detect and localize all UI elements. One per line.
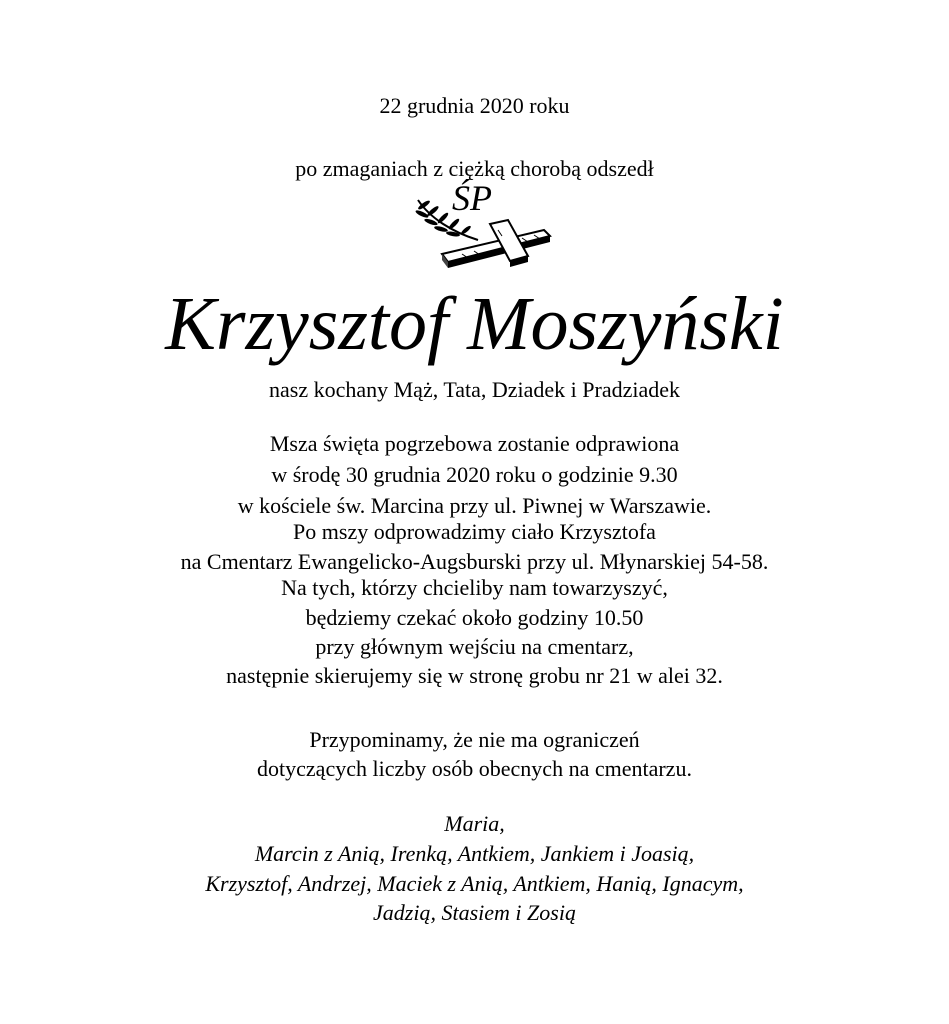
mass-line: będziemy czekać około godziny 10.50	[305, 605, 644, 630]
mass-line: Msza święta pogrzebowa zostanie odprawiona	[269, 431, 680, 456]
mass-line: przy głównym wejściu na cmentarz,	[315, 634, 634, 659]
family-line: Krzysztof, Andrzej, Maciek z Anią, Antkiem, Hanią, Ignacym,	[205, 871, 744, 896]
family-line: Maria,	[444, 811, 505, 836]
mass-line: Po mszy odprowadzimy ciało Krzysztofa	[293, 519, 656, 544]
intro-line: po zmaganiach z ciężką chorobą odszedł	[295, 156, 654, 181]
mass-line: w środę 30 grudnia 2020 roku o godzinie 9.30	[271, 462, 678, 487]
death-date: 22 grudnia 2020 roku	[379, 93, 570, 118]
reminder-line: dotyczących liczby osób obecnych na cmentarzu.	[257, 756, 692, 781]
mass-line: Na tych, którzy chcieliby nam towarzyszyć,	[281, 575, 668, 600]
mass-line: następnie skierujemy się w stronę grobu nr 21 w alei 32.	[226, 663, 723, 688]
reminder-line: Przypominamy, że nie ma ograniczeń	[309, 727, 640, 752]
mass-line: w kościele św. Marcina przy ul. Piwnej w Warszawie.	[237, 493, 712, 518]
cross-with-palm-branch-icon	[412, 196, 562, 276]
family-line: Jadzią, Stasiem i Zosią	[373, 900, 576, 925]
family-line: Marcin z Anią, Irenką, Antkiem, Jankiem i Joasią,	[254, 841, 695, 866]
mass-line: na Cmentarz Ewangelicko-Augsburski przy ul. Młynarskiej 54-58.	[180, 549, 769, 574]
relation-line: nasz kochany Mąż, Tata, Dziadek i Pradziadek	[269, 377, 680, 402]
deceased-name: Krzysztof Moszyński	[165, 282, 784, 366]
honorific-sp: ŚP	[452, 178, 492, 218]
